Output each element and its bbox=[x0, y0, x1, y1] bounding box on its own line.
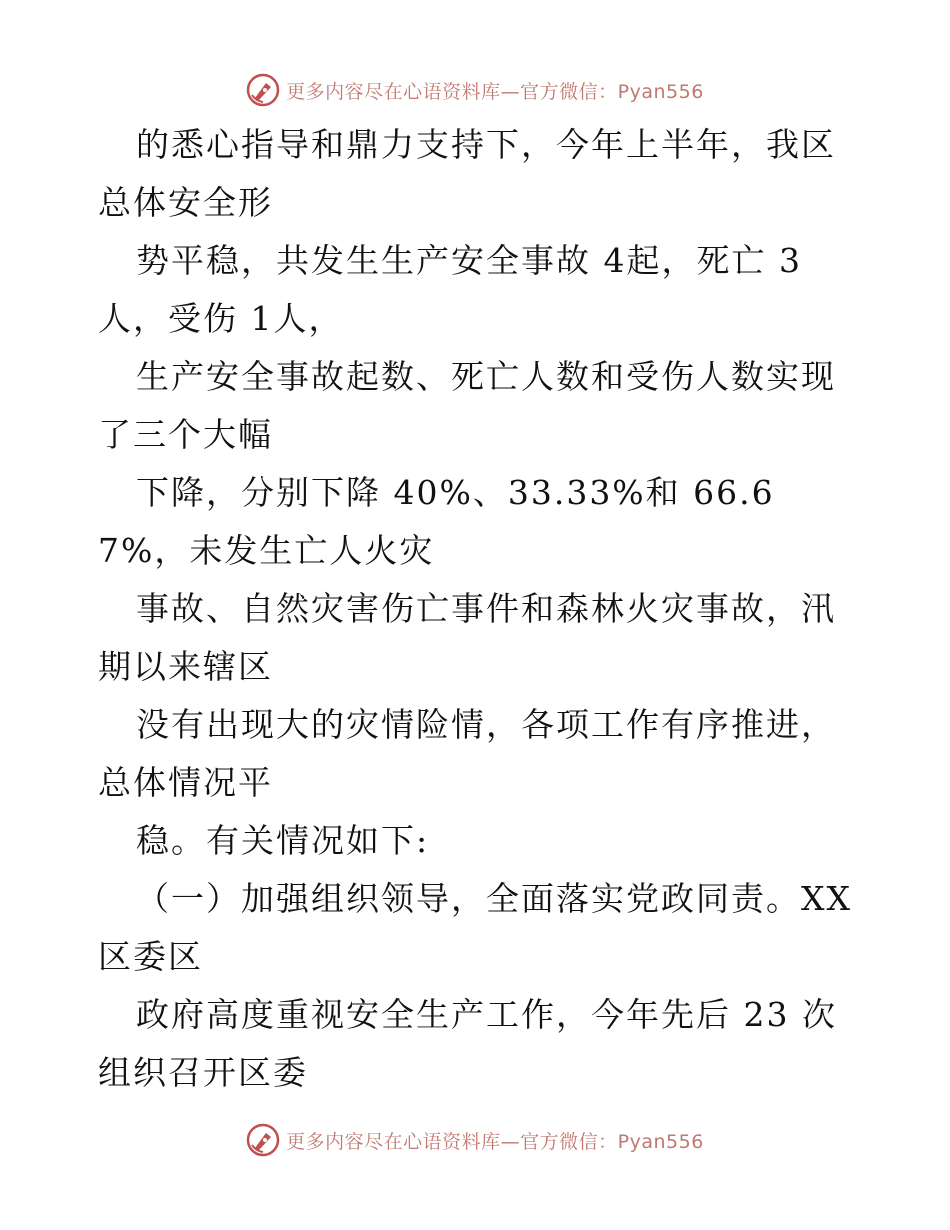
watermark-text: 更多内容尽在心语资料库—官方微信：Pyan556 bbox=[286, 80, 704, 103]
paragraph: 没有出现大的灾情险情，各项工作有序推进，总体情况平 bbox=[98, 705, 836, 802]
paragraph: 的悉心指导和鼎力支持下，今年上半年，我区总体安全形 bbox=[98, 125, 836, 222]
paragraph: （一）加强组织领导，全面落实党政同责。XX区委区 bbox=[98, 879, 852, 976]
paragraph: 事故、自然灾害伤亡事件和森林火灾事故，汛期以来辖区 bbox=[98, 589, 836, 686]
pen-nib-logo-icon bbox=[246, 73, 280, 107]
paragraph: 生产安全事故起数、死亡人数和受伤人数实现了三个大幅 bbox=[98, 357, 836, 454]
paragraph: 稳。有关情况如下: bbox=[136, 821, 430, 860]
footer-watermark bbox=[0, 1120, 950, 1160]
paragraph: 下降，分别下降 40%、33.33%和 66.67%，未发生亡人火灾 bbox=[98, 473, 775, 570]
pen-nib-logo-icon bbox=[246, 1123, 280, 1157]
watermark-text: 更多内容尽在心语资料库—官方微信：Pyan556 bbox=[286, 1130, 704, 1153]
document-body bbox=[98, 116, 858, 1102]
header-watermark bbox=[0, 70, 950, 110]
paragraph: 势平稳，共发生生产安全事故 4起，死亡 3人，受伤 1人， bbox=[98, 241, 802, 338]
paragraph: 政府高度重视安全生产工作，今年先后 23 次组织召开区委 bbox=[98, 995, 837, 1092]
